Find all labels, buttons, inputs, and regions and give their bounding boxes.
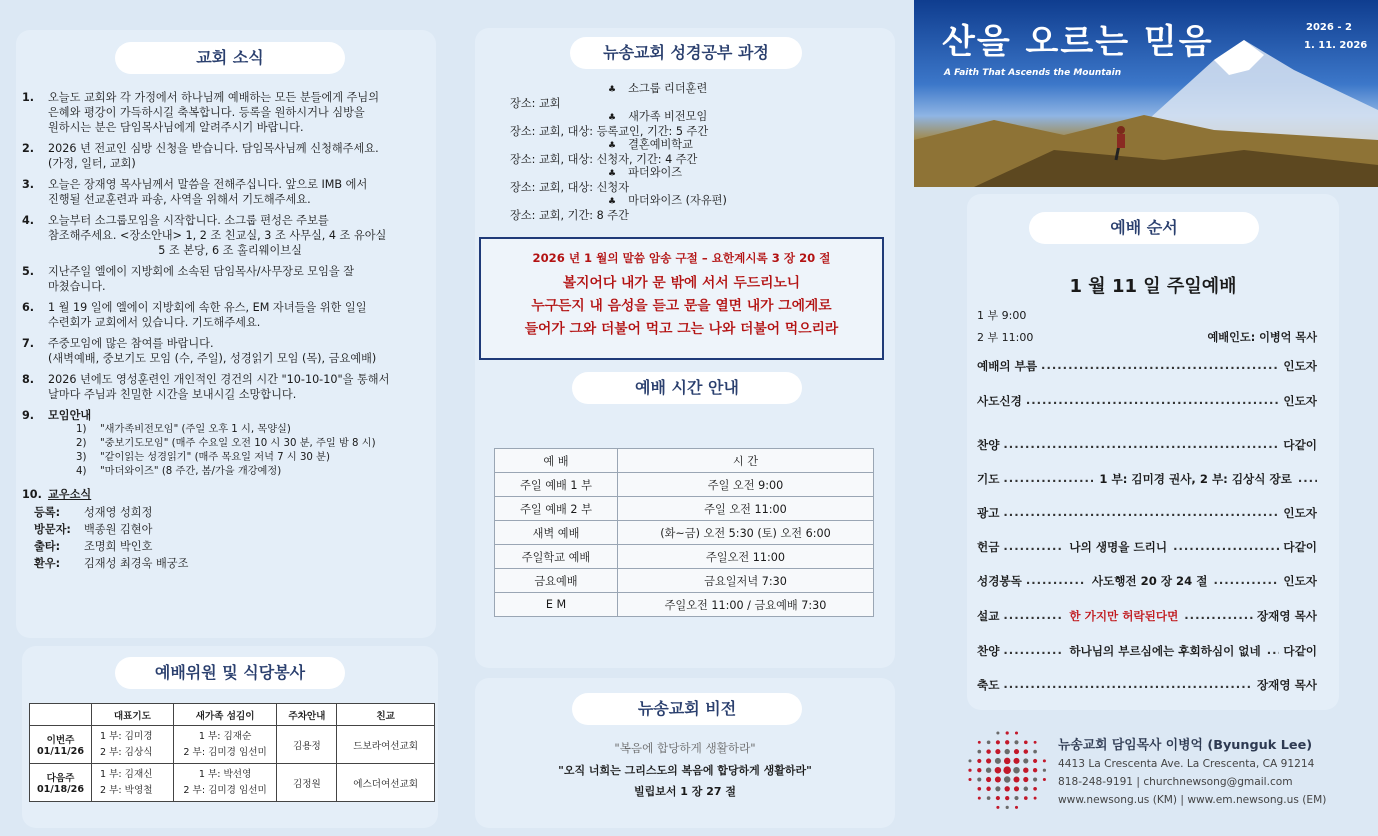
second-service-time: 2 부 11:00 — [977, 331, 1034, 344]
time-worship: 예 배 — [495, 449, 618, 473]
members-section — [22, 487, 432, 572]
order-row — [977, 539, 1317, 555]
time-row — [495, 593, 874, 617]
news-number: 8. — [22, 373, 35, 386]
order-who: 인도자 — [1283, 506, 1317, 520]
time-worship: 주일 예배 2 부 — [495, 497, 618, 521]
news-text: 참조해주세요. <장소안내> 1, 2 조 친교실, 3 조 사무실, 4 조 유아실 — [48, 229, 387, 242]
order-item: 헌금 — [977, 540, 1000, 554]
news-text: 오늘부터 소그룹모임을 시작합니다. 소그룹 편성은 주보를 — [48, 214, 329, 227]
worship-time-table — [494, 448, 874, 617]
church-name: 뉴송교회 담임목사 이병억 (Byunguk Lee) — [1058, 738, 1313, 753]
time-row — [495, 521, 874, 545]
meeting-item — [48, 451, 432, 465]
news-text: 진행될 선교훈련과 파송, 사역을 위해서 기도해주세요. — [48, 193, 311, 206]
meeting-text: "중보기도모임" (매주 수요일 오전 10 시 30 분, 주일 밤 8 시) — [100, 438, 376, 449]
order-detail: 하나님의 부르심에는 후회하심이 없네 — [1069, 644, 1261, 658]
order-leader-dots — [1026, 573, 1086, 589]
service-week-cell — [30, 764, 92, 802]
worship-time-title: 예배 시간 안내 — [572, 372, 802, 404]
service-prayer: 1 부: 김미경 — [99, 730, 153, 742]
order-leader-dots — [1003, 505, 1279, 521]
order-title: 예배 순서 — [1029, 212, 1259, 244]
service-prayer: 2 부: 박영철 — [99, 784, 153, 796]
memory-verse-heading: 2026 년 1 월의 말씀 암송 구절 – 요한계시록 3 장 20 절 — [532, 251, 831, 265]
member-label: 출타: — [34, 540, 61, 553]
news-item — [22, 177, 432, 207]
news-item — [22, 141, 432, 171]
order-detail: 사도행전 20 장 24 절 — [1091, 574, 1208, 588]
study-course — [510, 194, 840, 209]
order-item: 예배의 부름 — [977, 359, 1038, 373]
news-text: 주중모임에 많은 참여를 바랍니다. — [48, 337, 214, 350]
order-detail: 1 부: 김미경 권사, 2 부: 김상식 장로 — [1099, 472, 1292, 486]
order-row — [977, 393, 1317, 409]
service-header-cell: 대표기도 — [91, 704, 173, 726]
news-text: 오늘은 장재영 목사님께서 말씀을 전해주십니다. 앞으로 IMB 에서 — [48, 178, 368, 191]
church-logo-icon — [962, 725, 1052, 815]
memory-verse-line: 볼지어다 내가 문 밖에 서서 두드리노니 — [562, 275, 801, 291]
order-item: 찬양 — [977, 438, 1000, 452]
study-title: 뉴송교회 성경공부 과정 — [570, 37, 802, 69]
time-row — [495, 569, 874, 593]
order-row — [977, 437, 1317, 453]
time-schedule: 주일 오전 11:00 — [618, 497, 874, 521]
time-worship: 주일 예배 1 부 — [495, 473, 618, 497]
cover-subtitle: A Faith That Ascends the Mountain — [944, 68, 1122, 78]
news-list — [22, 90, 432, 578]
time-row — [495, 497, 874, 521]
order-leader-dots — [1041, 358, 1279, 374]
news-text: 2026 년 전교인 심방 신청을 받습니다. 담임목사님께 신청해주세요. — [48, 142, 379, 155]
news-item — [22, 213, 432, 258]
service-table — [29, 703, 435, 802]
service-name: 1 월 11 일 주일예배 — [1069, 276, 1237, 297]
service-prayer-cell — [91, 764, 173, 802]
church-logo — [962, 725, 1052, 815]
news-number: 2. — [22, 142, 35, 155]
study-course-info: 장소: 교회, 대상: 등록교인, 기간: 5 주간 — [510, 125, 709, 138]
memory-verse-line: 누구든지 내 음성을 듣고 문을 열면 내가 그에게로 — [531, 298, 832, 314]
news-number: 9. — [22, 409, 35, 422]
service-title: 예배위원 및 식당봉사 — [115, 657, 345, 689]
time-worship: E M — [495, 593, 618, 617]
member-names: 조명희 박인호 — [84, 540, 153, 553]
study-course-info: 장소: 교회, 대상: 신청자 — [510, 181, 630, 194]
news-number: 5. — [22, 265, 35, 278]
issue-date: 1. 11. 2026 — [1304, 40, 1368, 51]
meeting-item — [48, 437, 432, 451]
order-who: 다같이 — [1283, 644, 1317, 658]
study-list — [510, 82, 840, 222]
news-text: 은혜와 평강이 가득하시길 축복합니다. 등록을 원하시거나 심방을 — [48, 106, 365, 119]
order-item: 성경봉독 — [977, 574, 1022, 588]
service-header-row — [30, 704, 435, 726]
club-icon: ♣ — [608, 169, 617, 179]
service-week: 다음주 — [46, 773, 75, 784]
members-title: 교우소식 — [48, 488, 92, 501]
member-row — [22, 538, 432, 555]
news-text: (가정, 일터, 교회) — [48, 157, 136, 170]
meeting-item — [48, 423, 432, 437]
meeting-number: 3) — [76, 452, 87, 463]
order-leader-dots — [1003, 471, 1093, 487]
order-row — [977, 358, 1317, 374]
time-worship: 금요예배 — [495, 569, 618, 593]
service-newcomer: 1 부: 김재순 — [198, 730, 252, 742]
study-course-info: 장소: 교회 — [510, 97, 561, 110]
vision-title: 뉴송교회 비전 — [572, 693, 802, 725]
service-newcomer: 2 부: 김미경 임선미 — [183, 746, 267, 758]
order-item: 광고 — [977, 506, 1000, 520]
order-row — [977, 643, 1317, 659]
order-who: 다같이 — [1283, 540, 1317, 554]
cover-image — [914, 0, 1378, 187]
service-prayer: 2 부: 김상식 — [99, 746, 153, 758]
news-text: 마쳤습니다. — [48, 280, 106, 293]
news-number: 7. — [22, 337, 35, 350]
member-row — [22, 521, 432, 538]
service-newcomer: 2 부: 김미경 임선미 — [183, 784, 267, 796]
service-fellowship: 에스더여선교회 — [337, 764, 435, 802]
meeting-number: 4) — [76, 466, 87, 477]
news-text: 2026 년에도 영성훈련인 개인적인 경건의 시간 "10-10-10"을 통해서 — [48, 373, 390, 386]
order-row — [977, 573, 1317, 589]
meeting-text: "새가족비전모임" (주일 오후 1 시, 목양실) — [100, 424, 291, 435]
service-prayer: 1 부: 김재신 — [99, 768, 153, 780]
order-leader-dots — [1184, 608, 1253, 624]
memory-verse-box — [479, 237, 884, 360]
study-course-name: 파더와이즈 — [628, 166, 683, 179]
meeting-item — [48, 465, 432, 479]
order-leader-dots — [1003, 608, 1063, 624]
service-parking: 김용정 — [277, 726, 337, 764]
order-leader-dots — [1267, 643, 1280, 659]
order-who: 다같이 — [1283, 438, 1317, 452]
study-course-info: 장소: 교회, 대상: 신청자, 기간: 4 주간 — [510, 153, 698, 166]
service-row — [30, 726, 435, 764]
member-label: 방문자: — [34, 523, 71, 536]
meeting-text: "같이읽는 성경읽기" (매주 목요일 저녁 7 시 30 분) — [100, 452, 330, 463]
order-leader-dots — [1173, 539, 1279, 555]
church-website: www.newsong.us (KM) | www.em.newsong.us (EM) — [1058, 794, 1327, 806]
service-week: 이번주 — [46, 735, 75, 746]
news-text: 1 월 19 일에 엘에이 지방회에 속한 유스, EM 자녀들을 위한 일일 — [48, 301, 367, 314]
news-number: 10. — [22, 488, 42, 501]
club-icon: ♣ — [608, 197, 617, 207]
service-newcomer: 1 부: 박선영 — [198, 768, 252, 780]
time-schedule: (화~금) 오전 5:30 (토) 오전 6:00 — [618, 521, 874, 545]
order-item: 사도신경 — [977, 394, 1022, 408]
vision-quote: "복음에 합당하게 생활하라" — [614, 741, 756, 755]
time-row — [495, 545, 874, 569]
order-item: 설교 — [977, 609, 1000, 623]
service-date: 01/11/26 — [36, 746, 85, 757]
member-row — [22, 555, 432, 572]
news-text: 지난주일 엘에이 지방회에 소속된 담임목사/사무장로 모임을 잘 — [48, 265, 355, 278]
order-row — [977, 677, 1317, 693]
order-item: 찬양 — [977, 644, 1000, 658]
time-row — [495, 473, 874, 497]
news-item — [22, 300, 432, 330]
study-course-info: 장소: 교회, 기간: 8 주간 — [510, 209, 629, 222]
worship-leader: 예배인도: 이병억 목사 — [1207, 331, 1317, 344]
order-detail: 한 가지만 허락된다면 — [1069, 609, 1179, 623]
church-contact: 818-248-9191 | churchnewsong@gmail.com — [1058, 776, 1293, 788]
service-header-cell: 새가족 섬김이 — [173, 704, 277, 726]
vision-verse: "오직 너희는 그리스도의 복음에 합당하게 생활하라" — [558, 764, 812, 777]
news-item — [22, 90, 432, 135]
news-text: 오늘도 교회와 각 가정에서 하나님께 예배하는 모든 분들에게 주님의 — [48, 91, 380, 104]
order-leader-dots — [1026, 393, 1280, 409]
time-worship: 새벽 예배 — [495, 521, 618, 545]
meetings-title: 모임안내 — [48, 409, 92, 422]
news-item — [22, 264, 432, 294]
study-course-name: 결혼예비학교 — [628, 138, 693, 151]
club-icon: ♣ — [608, 113, 617, 123]
member-names: 성재영 성희정 — [84, 506, 153, 519]
order-row — [977, 608, 1317, 624]
news-title: 교회 소식 — [115, 42, 345, 74]
service-week-cell — [30, 726, 92, 764]
order-detail: 나의 생명을 드리니 — [1069, 540, 1168, 554]
news-number: 3. — [22, 178, 35, 191]
news-text: 원하시는 분은 담임목사님에게 알려주시기 바랍니다. — [48, 121, 304, 134]
time-schedule: 주일오전 11:00 / 금요예배 7:30 — [618, 593, 874, 617]
time-schedule: 금요일저녁 7:30 — [618, 569, 874, 593]
study-course — [510, 82, 840, 97]
study-course-name: 마더와이즈 (자유편) — [628, 194, 727, 207]
order-leader-dots — [1003, 643, 1063, 659]
time-worship: 주일학교 예배 — [495, 545, 618, 569]
meetings-section — [22, 408, 432, 479]
order-row — [977, 471, 1317, 487]
member-label: 환우: — [34, 557, 61, 570]
study-course-name: 소그룹 리더훈련 — [628, 82, 708, 95]
service-parking: 김정원 — [277, 764, 337, 802]
club-icon: ♣ — [608, 85, 617, 95]
meeting-number: 2) — [76, 438, 87, 449]
news-number: 4. — [22, 214, 35, 227]
study-course — [510, 166, 840, 181]
time-schedule: 시 간 — [618, 449, 874, 473]
order-item: 기도 — [977, 472, 1000, 486]
service-fellowship: 드보라여선교회 — [337, 726, 435, 764]
news-number: 6. — [22, 301, 35, 314]
service-newcomer-cell — [173, 726, 277, 764]
order-who: 인도자 — [1283, 574, 1317, 588]
order-leader-dots — [1003, 539, 1063, 555]
news-text: (새벽예배, 중보기도 모임 (수, 주일), 성경읽기 모임 (목), 금요예배) — [48, 352, 377, 365]
service-header-cell: 주차안내 — [277, 704, 337, 726]
order-leader-dots — [1298, 471, 1317, 487]
issue-number: 2026 - 2 — [1306, 22, 1352, 33]
first-service-time: 1 부 9:00 — [977, 309, 1027, 322]
order-who: 인도자 — [1283, 359, 1317, 373]
member-names: 백종원 김현아 — [84, 523, 153, 536]
news-text: 5 조 본당, 6 조 홀리웨이브실 — [48, 244, 302, 257]
news-text: 수련회가 교회에서 있습니다. 기도해주세요. — [48, 316, 261, 329]
order-who: 장재영 목사 — [1256, 609, 1317, 623]
church-address: 4413 La Crescenta Ave. La Crescenta, CA 91214 — [1058, 758, 1315, 770]
order-leader-dots — [1003, 437, 1279, 453]
time-schedule: 주일 오전 9:00 — [618, 473, 874, 497]
news-number: 1. — [22, 91, 35, 104]
meeting-text: "마더와이즈" (8 주간, 봄/가을 개강예정) — [100, 466, 282, 477]
news-item — [22, 336, 432, 366]
member-row — [22, 504, 432, 521]
study-course — [510, 110, 840, 125]
study-course-name: 새가족 비전모임 — [628, 110, 708, 123]
order-row — [977, 505, 1317, 521]
service-newcomer-cell — [173, 764, 277, 802]
time-schedule: 주일오전 11:00 — [618, 545, 874, 569]
order-item: 축도 — [977, 678, 1000, 692]
member-label: 등록: — [34, 506, 61, 519]
order-leader-dots — [1213, 573, 1279, 589]
order-leader-dots — [1003, 677, 1253, 693]
service-date: 01/18/26 — [36, 784, 85, 795]
study-course — [510, 138, 840, 153]
service-prayer-cell — [91, 726, 173, 764]
order-who: 인도자 — [1283, 394, 1317, 408]
service-row — [30, 764, 435, 802]
memory-verse-line: 들어가 그와 더불어 먹고 그는 나와 더불어 먹으리라 — [524, 321, 839, 337]
order-who: 장재영 목사 — [1256, 678, 1317, 692]
service-header-cell: 친교 — [337, 704, 435, 726]
cover-title: 산을 오르는 믿음 — [942, 22, 1214, 62]
member-names: 김재성 최경욱 배궁조 — [84, 557, 189, 570]
club-icon: ♣ — [608, 141, 617, 151]
news-text: 날마다 주님과 친밀한 시간을 보내시길 소망합니다. — [48, 388, 297, 401]
meeting-number: 1) — [76, 424, 87, 435]
service-header-cell — [30, 704, 92, 726]
vision-reference: 빌립보서 1 장 27 절 — [633, 785, 737, 798]
time-row — [495, 449, 874, 473]
news-item — [22, 372, 432, 402]
